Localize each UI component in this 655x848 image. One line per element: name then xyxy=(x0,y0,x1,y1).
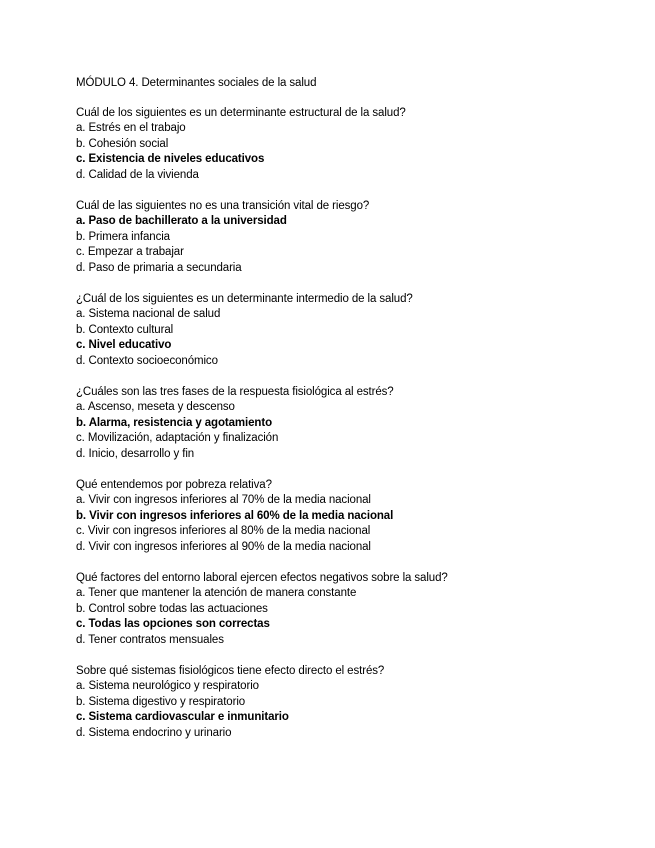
answer-option: d. Tener contratos mensuales xyxy=(76,633,224,646)
answer-option: a. Estrés en el trabajo xyxy=(76,122,186,134)
answer-option: d. Paso de primaria a secundaria xyxy=(76,261,242,274)
question-block xyxy=(76,292,636,370)
question-text: ¿Cuál de los siguientes es un determinante intermedio de la salud? xyxy=(76,292,413,305)
question-block xyxy=(76,385,636,463)
answer-option: b. Primera infancia xyxy=(76,230,170,243)
answer-option: a. Tener que mantener la atención de manera constante xyxy=(76,587,357,599)
question-block xyxy=(76,571,636,649)
answer-option-correct: c. Sistema cardiovascular e inmunitario xyxy=(76,711,289,723)
document-title: MÓDULO 4. Determinantes sociales de la salud xyxy=(76,77,317,89)
answer-option: b. Cohesión social xyxy=(76,137,169,150)
question-text: Cuál de las siguientes no es una transición vital de riesgo? xyxy=(76,199,370,212)
question-block xyxy=(76,478,636,556)
question-text: Cuál de los siguientes es un determinante estructural de la salud? xyxy=(76,106,406,119)
answer-option: b. Sistema digestivo y respiratorio xyxy=(76,695,246,708)
question-text: Sobre qué sistemas fisiológicos tiene efecto directo el estrés? xyxy=(76,664,385,677)
answer-option: c. Vivir con ingresos inferiores al 80% de la media nacional xyxy=(76,525,371,537)
question-text: ¿Cuáles son las tres fases de la respuesta fisiológica al estrés? xyxy=(76,385,394,398)
answer-option: d. Sistema endocrino y urinario xyxy=(76,726,232,739)
answer-option: c. Empezar a trabajar xyxy=(76,246,184,258)
answer-option-correct: c. Nivel educativo xyxy=(76,339,172,351)
answer-option: b. Control sobre todas las actuaciones xyxy=(76,602,268,615)
question-block xyxy=(76,199,636,277)
document-page xyxy=(76,76,636,757)
answer-option-correct: c. Existencia de niveles educativos xyxy=(76,153,265,165)
answer-option-correct: b. Vivir con ingresos inferiores al 60% de la media nacional xyxy=(76,509,394,522)
question-text: Qué factores del entorno laboral ejercen efectos negativos sobre la salud? xyxy=(76,571,448,584)
question-text: Qué entendemos por pobreza relativa? xyxy=(76,478,272,491)
answer-option: a. Sistema neurológico y respiratorio xyxy=(76,680,259,692)
answer-option: a. Ascenso, meseta y descenso xyxy=(76,401,235,413)
answer-option-correct: b. Alarma, resistencia y agotamiento xyxy=(76,416,273,429)
answer-option: d. Contexto socioeconómico xyxy=(76,354,218,367)
answer-option: a. Vivir con ingresos inferiores al 70% de la media nacional xyxy=(76,494,371,506)
question-list xyxy=(76,106,636,742)
answer-option: a. Sistema nacional de salud xyxy=(76,308,221,320)
question-block xyxy=(76,664,636,742)
question-block xyxy=(76,106,636,184)
answer-option: d. Vivir con ingresos inferiores al 90% de la media nacional xyxy=(76,540,371,553)
answer-option: b. Contexto cultural xyxy=(76,323,174,336)
answer-option-correct: a. Paso de bachillerato a la universidad xyxy=(76,215,287,227)
answer-option: d. Inicio, desarrollo y fin xyxy=(76,447,195,460)
answer-option-correct: c. Todas las opciones son correctas xyxy=(76,618,270,630)
answer-option: d. Calidad de la vivienda xyxy=(76,168,199,181)
answer-option: c. Movilización, adaptación y finalización xyxy=(76,432,279,444)
